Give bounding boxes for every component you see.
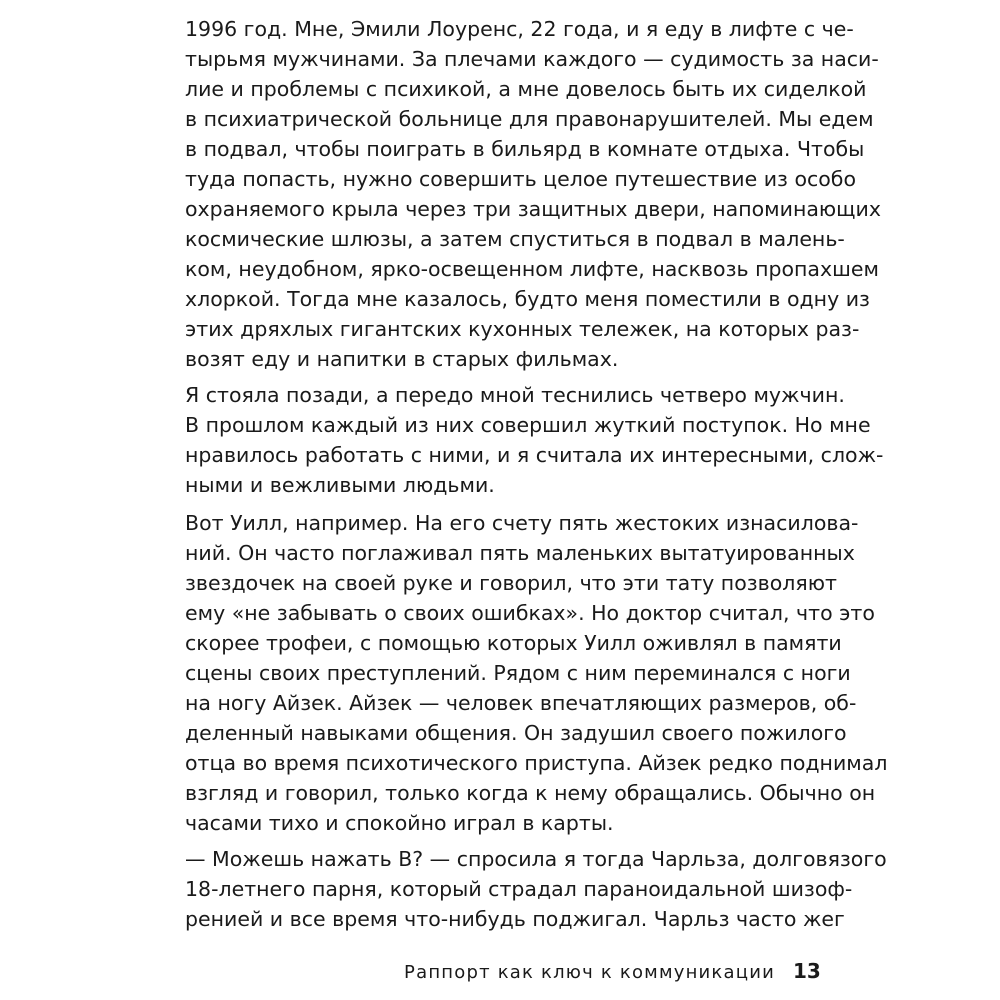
text-line: сцены своих преступлений. Рядом с ним переминался с ноги — [185, 661, 851, 685]
text-line: на ногу Айзек. Айзек — человек впечатляющих размеров, об- — [185, 691, 857, 715]
page-number: 13 — [793, 959, 821, 983]
text-line: деленный навыками общения. Он задушил своего пожилого — [185, 721, 847, 745]
text-line: В прошлом каждый из них совершил жуткий поступок. Но мне — [185, 413, 871, 437]
text-line: часами тихо и спокойно играл в карты. — [185, 811, 614, 835]
text-line: охраняемого крыла через три защитных двери, напоминающих — [185, 197, 881, 221]
text-line: ком, неудобном, ярко-освещенном лифте, насквозь пропахшем — [185, 257, 879, 281]
text-line: 18-летнего парня, который страдал параноидальной шизоф- — [185, 877, 853, 901]
text-line: взгляд и говорил, только когда к нему обращались. Обычно он — [185, 781, 876, 805]
text-line: ний. Он часто поглаживал пять маленьких вытатуированных — [185, 541, 855, 565]
text-line: звездочек на своей руке и говорил, что эти тату позволяют — [185, 571, 837, 595]
text-line: хлоркой. Тогда мне казалось, будто меня поместили в одну из — [185, 287, 870, 311]
text-line: в подвал, чтобы поиграть в бильярд в комнате отдыха. Чтобы — [185, 137, 865, 161]
text-line: нравилось работать с ними, и я считала их интересными, слож- — [185, 443, 884, 467]
text-line: — Можешь нажать B? — спросила я тогда Чарльза, долговязого — [185, 847, 887, 871]
text-line: возят еду и напитки в старых фильмах. — [185, 347, 619, 371]
text-line: ными и вежливыми людьми. — [185, 473, 495, 497]
text-line: ему «не забывать о своих ошибках». Но доктор считал, что это — [185, 601, 875, 625]
text-line: туда попасть, нужно совершить целое путешествие из особо — [185, 167, 856, 191]
text-line: скорее трофеи, с помощью которых Уилл оживлял в памяти — [185, 631, 842, 655]
running-title: Раппорт как ключ к коммуникации — [404, 962, 775, 983]
text-line: этих дряхлых гигантских кухонных тележек, на которых раз- — [185, 317, 860, 341]
text-line: Я стояла позади, а передо мной теснились четверо мужчин. — [185, 383, 845, 407]
text-line: отца во время психотического приступа. Айзек редко поднимал — [185, 751, 888, 775]
text-line: Вот Уилл, например. На его счету пять жестоких изнасилова- — [185, 511, 859, 535]
text-line: космические шлюзы, а затем спуститься в подвал в малень- — [185, 227, 845, 251]
text-line: 1996 год. Мне, Эмили Лоуренс, 22 года, и я еду в лифте с че- — [185, 17, 854, 41]
text-line: лие и проблемы с психикой, а мне довелось быть их сиделкой — [185, 77, 867, 101]
text-line: ренией и все время что-нибудь поджигал. Чарльз часто жег — [185, 907, 845, 931]
text-line: в психиатрической больнице для правонарушителей. Мы едем — [185, 107, 874, 131]
text-line: тырьмя мужчинами. За плечами каждого — судимость за наси- — [185, 47, 879, 71]
